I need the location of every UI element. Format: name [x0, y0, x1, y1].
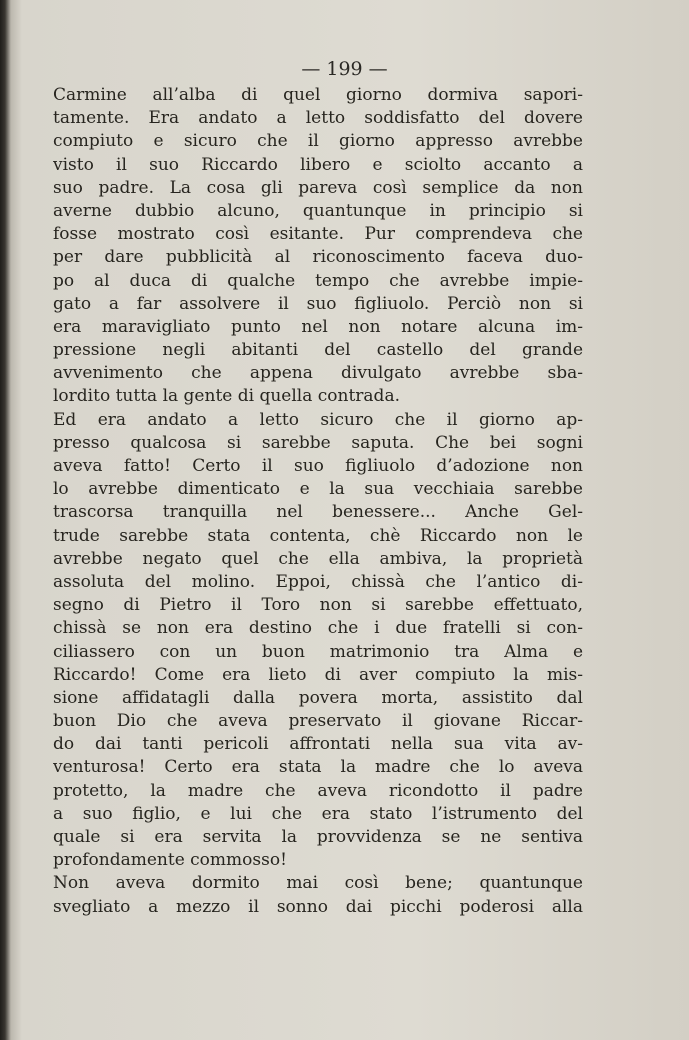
- text-line: chissà se non era destino che i due fratelli si con-: [53, 618, 583, 639]
- text-line: po al duca di qualche tempo che avrebbe impie-: [53, 270, 583, 291]
- text-line: svegliato a mezzo il sonno dai picchi poderosi alla: [53, 896, 583, 917]
- text-line: profondamente commosso!: [53, 850, 287, 871]
- text-line: era maravigliato punto nel non notare alcuna im-: [53, 316, 583, 337]
- text-line: averne dubbio alcuno, quantunque in principio si: [53, 200, 583, 221]
- body-text: [53, 84, 583, 919]
- text-line: visto il suo Riccardo libero e sciolto accanto a: [53, 154, 583, 175]
- text-line: a suo figlio, e lui che era stato l’istrumento del: [53, 803, 583, 824]
- text-line: Carmine all’alba di quel giorno dormiva sapori-: [53, 85, 583, 105]
- text-line: avvenimento che appena divulgato avrebbe sba-: [53, 363, 583, 384]
- text-line: lordito tutta la gente di quella contrada.: [53, 386, 400, 407]
- text-line: Ed era andato a letto sicuro che il giorno ap-: [53, 409, 583, 430]
- text-line: segno di Pietro il Toro non si sarebbe effettuato,: [53, 595, 583, 616]
- text-line: trude sarebbe stata contenta, chè Riccardo non le: [53, 525, 583, 546]
- text-line: suo padre. La cosa gli pareva così semplice da non: [53, 177, 583, 198]
- text-line: fosse mostrato così esitante. Pur comprendeva che: [53, 224, 583, 245]
- text-line: protetto, la madre che aveva ricondotto il padre: [53, 780, 583, 801]
- text-line: ciliassero con un buon matrimonio tra Alma e: [53, 641, 583, 662]
- text-line: pressione negli abitanti del castello del grande: [53, 340, 583, 361]
- text-line: venturosa! Certo era stata la madre che lo aveva: [53, 757, 583, 778]
- text-line: assoluta del molino. Eppoi, chissà che l’antico di-: [53, 571, 583, 592]
- text-line: do dai tanti pericoli affrontati nella sua vita av-: [53, 734, 583, 755]
- text-line: avrebbe negato quel che ella ambiva, la proprietà: [53, 548, 583, 569]
- text-line: aveva fatto! Certo il suo figliuolo d’adozione non: [53, 456, 583, 476]
- text-line: gato a far assolvere il suo figliuolo. Perciò non si: [53, 293, 583, 314]
- text-line: trascorsa tranquilla nel benessere... Anche Gel-: [53, 502, 583, 523]
- text-line: presso qualcosa si sarebbe saputa. Che bei sogni: [53, 432, 583, 453]
- text-line: tamente. Era andato a letto soddisfatto del dovere: [53, 108, 583, 129]
- text-line: compiuto e sicuro che il giorno appresso avrebbe: [53, 131, 583, 152]
- page-number: — 199 —: [301, 58, 388, 80]
- text-line: lo avrebbe dimenticato e la sua vecchiaia sarebbe: [53, 479, 583, 500]
- text-line: per dare pubblicità al riconoscimento faceva duo-: [53, 247, 583, 268]
- text-line: Non aveva dormito mai così bene; quantunque: [53, 873, 583, 894]
- text-line: quale si era servita la provvidenza se ne sentiva: [53, 827, 583, 847]
- text-line: buon Dio che aveva preservato il giovane Riccar-: [53, 711, 583, 732]
- text-line: sione affidatagli dalla povera morta, assistito dal: [53, 687, 583, 708]
- text-line: Riccardo! Come era lieto di aver compiuto la mis-: [53, 664, 583, 685]
